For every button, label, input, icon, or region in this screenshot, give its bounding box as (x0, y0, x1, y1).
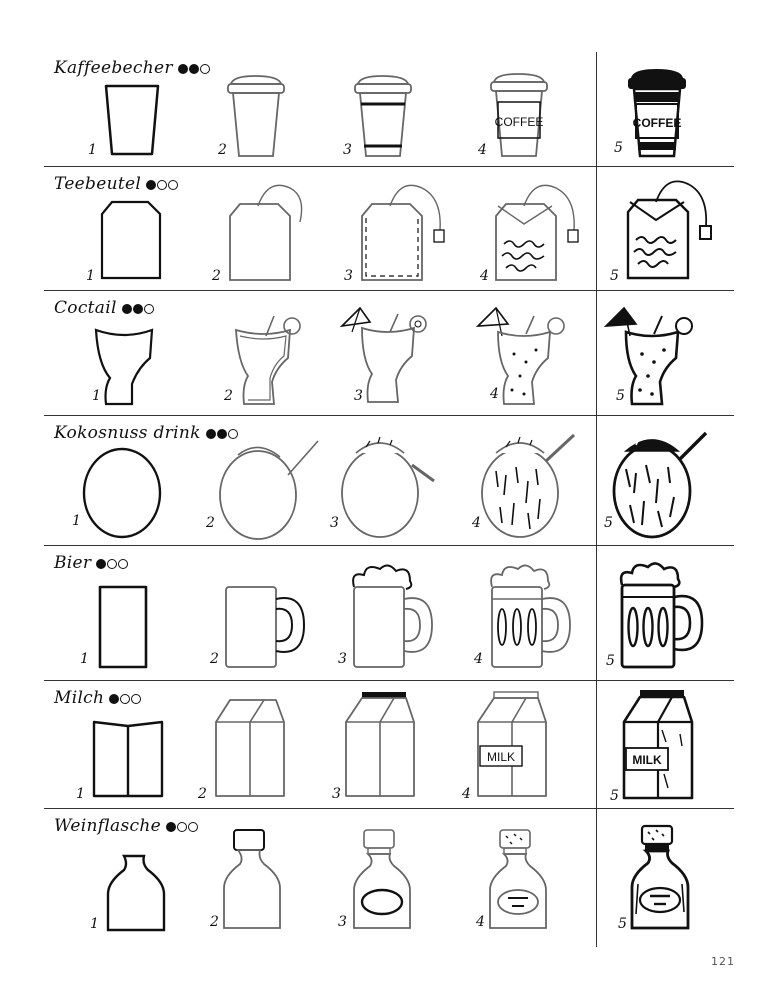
coffee-cup-step-1 (100, 82, 170, 166)
step-number: 2 (210, 914, 219, 930)
step-number: 4 (462, 786, 471, 802)
milk-step-4 (476, 692, 556, 804)
step-number: 2 (210, 651, 219, 667)
tea-bag-step-5 (626, 178, 726, 286)
coffee-cup-step-2 (225, 76, 295, 166)
step-number: 4 (490, 386, 499, 402)
step-number: 5 (610, 788, 619, 804)
step-number: 4 (478, 142, 487, 158)
step-number: 4 (472, 515, 481, 531)
row-coconut-drink (0, 417, 767, 545)
milk-label: MILK (632, 753, 662, 767)
row-title: Milch (54, 688, 141, 709)
wine-step-1 (104, 854, 170, 938)
coconut-step-5 (612, 427, 722, 547)
beer-step-3 (350, 565, 440, 675)
coffee-cup-step-3 (352, 76, 422, 166)
coconut-step-3 (340, 431, 450, 547)
wine-step-5 (628, 824, 694, 936)
milk-step-2 (214, 698, 288, 804)
step-number: 3 (332, 786, 341, 802)
row-beer (0, 547, 767, 680)
beer-step-5 (618, 561, 708, 675)
step-number: 5 (606, 653, 615, 669)
step-number: 3 (343, 142, 352, 158)
coconut-step-2 (218, 435, 328, 547)
row-divider (44, 415, 734, 416)
tea-bag-step-3 (360, 182, 460, 286)
row-milk (0, 682, 767, 808)
step-number: 2 (224, 388, 233, 404)
beer-step-1 (96, 585, 152, 675)
row-divider (44, 680, 734, 681)
step-number: 1 (86, 268, 95, 284)
step-number: 4 (480, 268, 489, 284)
difficulty-dots (145, 175, 178, 195)
page-number: 121 (711, 955, 735, 968)
milk-step-3 (344, 692, 424, 804)
coconut-step-1 (82, 447, 166, 545)
row-title: Bier (54, 553, 128, 574)
milk-step-5 (622, 690, 702, 806)
coconut-step-4 (480, 431, 590, 547)
step-number: 1 (80, 651, 89, 667)
coffee-cup-step-4 (488, 74, 558, 166)
row-divider (44, 166, 734, 167)
step-number: 5 (610, 268, 619, 284)
row-title: Coctail (54, 298, 154, 319)
beer-step-2 (224, 585, 308, 675)
milk-label: MILK (486, 750, 516, 764)
step-number: 1 (72, 513, 81, 529)
step-number: 1 (88, 142, 97, 158)
difficulty-dots (108, 689, 141, 709)
step-number: 3 (330, 515, 339, 531)
wine-step-3 (350, 828, 416, 936)
row-title: Teebeutel (54, 174, 178, 195)
cocktail-step-1 (92, 328, 162, 412)
row-title: Weinflasche (54, 816, 198, 837)
tea-bag-step-4 (494, 182, 594, 286)
difficulty-dots (165, 817, 198, 837)
tea-bag-step-2 (228, 182, 318, 286)
step-number: 1 (92, 388, 101, 404)
milk-step-1 (92, 720, 166, 804)
beer-step-4 (488, 565, 578, 675)
step-number: 3 (338, 914, 347, 930)
step-number: 1 (76, 786, 85, 802)
step-number: 2 (206, 515, 215, 531)
row-tea-bag (0, 168, 767, 290)
step-number: 3 (354, 388, 363, 404)
step-number: 5 (604, 515, 613, 531)
wine-step-4 (486, 828, 552, 936)
cocktail-step-2 (232, 316, 312, 412)
row-coffee-cup (0, 52, 767, 166)
step-number: 5 (614, 140, 623, 156)
coffee-cup-step-5 (626, 70, 696, 166)
wine-step-2 (220, 828, 286, 936)
coffee-label: COFFEE (632, 116, 682, 130)
step-number: 2 (198, 786, 207, 802)
coffee-label: COFFEE (494, 115, 544, 129)
difficulty-dots (177, 59, 210, 79)
tea-bag-step-1 (100, 200, 164, 284)
difficulty-dots (95, 554, 128, 574)
step-number: 2 (212, 268, 221, 284)
difficulty-dots (121, 299, 154, 319)
row-divider (44, 808, 734, 809)
row-title: Kaffeebecher (54, 58, 210, 79)
step-number: 5 (616, 388, 625, 404)
step-number: 3 (344, 268, 353, 284)
step-number: 1 (90, 916, 99, 932)
row-divider (44, 290, 734, 291)
row-wine-bottle (0, 810, 767, 947)
row-title: Kokosnuss drink (54, 423, 238, 444)
row-cocktail (0, 292, 767, 415)
step-number: 2 (218, 142, 227, 158)
step-number: 4 (474, 651, 483, 667)
step-number: 5 (618, 916, 627, 932)
step-number: 4 (476, 914, 485, 930)
step-number: 3 (338, 651, 347, 667)
